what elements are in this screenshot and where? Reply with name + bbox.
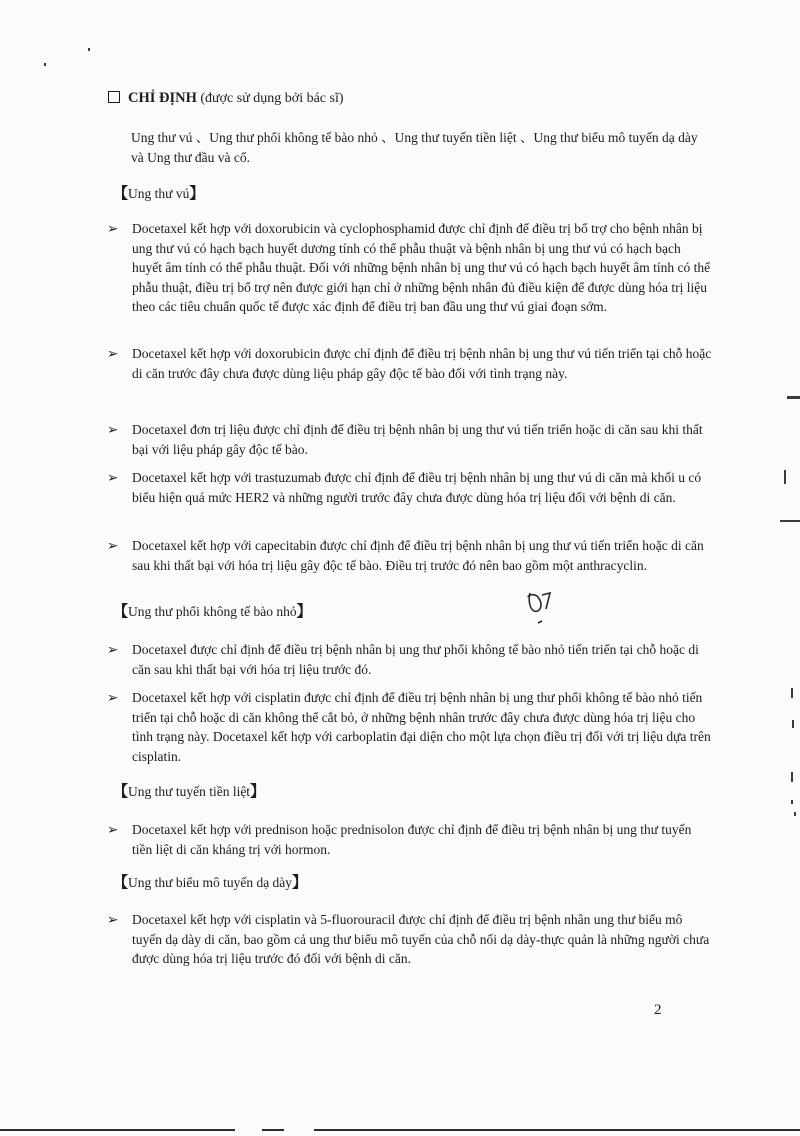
- arrow-bullet-icon: ➢: [107, 642, 119, 657]
- list-item: ➢ Docetaxel kết hợp với capecitabin được chỉ định để điều trị bệnh nhân bị ung thư vú tiến triển hoặc di căn sau khi thất bại với hóa trị liệu gây độc tế bào. Điều trị trước đó nên bao gồm một anthracyclin.: [107, 538, 704, 573]
- handwritten-initial-mark: [522, 587, 562, 635]
- scan-artifact: [794, 812, 796, 816]
- scan-artifact: [792, 720, 794, 728]
- list-item: ➢ Docetaxel kết hợp với prednison hoặc prednisolon được chỉ định để điều trị bệnh nhân bị ung thư tuyến tiền liệt di căn kháng trị với hormon.: [107, 822, 692, 857]
- scan-artifact: [780, 520, 800, 522]
- scan-edge-line: [0, 1129, 235, 1131]
- subsection-label: 【Ung thư phổi không tế bào nhỏ】: [113, 604, 312, 620]
- scan-artifact: [787, 396, 800, 399]
- scan-artifact: [784, 470, 786, 484]
- arrow-bullet-icon: ➢: [107, 690, 119, 705]
- heading-subtitle: (được sử dụng bởi bác sĩ): [200, 91, 344, 106]
- subsection-label: 【Ung thư vú】: [113, 186, 205, 202]
- list-item: ➢ Docetaxel kết hợp với cisplatin được chỉ định để điều trị bệnh nhân bị ung thư phổi không tế bào nhỏ tiến triển tại chỗ hoặc di căn không thể cắt bỏ, ở những bệnh nhân trước đây chưa được dùng hóa trị liệu cho tình trạng này. Docetaxel kết hợp với carboplatin đại diện cho một lựa chọn điều trị đối với trị liệu dựa trên cisplatin.: [107, 690, 711, 764]
- arrow-bullet-icon: ➢: [107, 346, 119, 361]
- scan-artifact: [44, 63, 46, 66]
- arrow-bullet-icon: ➢: [107, 538, 119, 553]
- arrow-bullet-icon: ➢: [107, 822, 119, 837]
- scan-artifact: [791, 772, 793, 782]
- list-item: ➢ Docetaxel kết hợp với doxorubicin được chỉ định để điều trị bệnh nhân bị ung thư vú tiến triển tại chỗ hoặc di căn trước đây chưa được dùng liệu pháp gây độc tế bào đối với tình trạng này.: [107, 346, 712, 381]
- scan-artifact: [791, 688, 793, 698]
- heading-title: CHỈ ĐỊNH: [128, 90, 197, 106]
- page-number: 2: [654, 1002, 662, 1018]
- section-heading: [108, 89, 344, 108]
- checkbox-square-icon: [108, 91, 120, 103]
- list-item: ➢ Docetaxel kết hợp với doxorubicin và cyclophosphamid được chỉ định để điều trị bổ trợ cho bệnh nhân bị ung thư vú có hạch bạch huyết dương tính có thể phẫu thuật và bệnh nhân bị ung thư vú có hạch bạch huyết âm tính có thể phẫu thuật. Đối với những bệnh nhân bị ung thư vú có hạch bạch huyết âm tính có thể phẫu thuật, điều trị bổ trợ nên được giới hạn chỉ ở những bệnh nhân đủ điều kiện để được dùng hóa trị liệu theo các tiêu chuẩn quốc tế được xác định để điều trị ban đầu ung thư vú giai đoạn sớm.: [107, 221, 711, 314]
- subsection-label: 【Ung thư tuyến tiền liệt】: [113, 784, 266, 800]
- list-item: ➢ Docetaxel kết hợp với cisplatin và 5-fluorouracil được chỉ định để điều trị bệnh nhân ung thư biểu mô tuyến dạ dày di căn, bao gồm cả ung thư biểu mô tuyến của chỗ nối dạ dày-thực quản là những người chưa được dùng hóa trị liệu trước đó đối với bệnh di căn.: [107, 912, 710, 966]
- scan-artifact: [791, 800, 793, 804]
- subsection-label: 【Ung thư biểu mô tuyến dạ dày】: [113, 875, 308, 891]
- arrow-bullet-icon: ➢: [107, 912, 119, 927]
- scan-artifact: [88, 48, 90, 51]
- scan-edge-line: [262, 1129, 284, 1131]
- list-item: ➢ Docetaxel đơn trị liệu được chỉ định để điều trị bệnh nhân bị ung thư vú tiến triển hoặc di căn sau khi thất bại với liệu pháp gây độc tế bào.: [107, 422, 703, 457]
- list-item: ➢ Docetaxel được chỉ định để điều trị bệnh nhân bị ung thư phổi không tế bào nhỏ tiến triển tại chỗ hoặc di căn sau khi thất bại với hóa trị liệu trước đó.: [107, 642, 699, 677]
- scan-edge-line: [314, 1129, 800, 1131]
- arrow-bullet-icon: ➢: [107, 470, 119, 485]
- list-item: ➢ Docetaxel kết hợp với trastuzumab được chỉ định để điều trị bệnh nhân bị ung thư vú di căn mà khối u có biểu hiện quá mức HER2 và những người trước đây chưa được dùng hóa trị liệu đối với bệnh di căn.: [107, 470, 702, 505]
- arrow-bullet-icon: ➢: [107, 422, 119, 437]
- intro-paragraph: Ung thư vú 、Ung thư phổi không tế bào nhỏ 、Ung thư tuyến tiền liệt 、Ung thư biểu mô tuyến dạ dày và Ung thư đầu và cổ.: [131, 130, 698, 165]
- arrow-bullet-icon: ➢: [107, 221, 119, 236]
